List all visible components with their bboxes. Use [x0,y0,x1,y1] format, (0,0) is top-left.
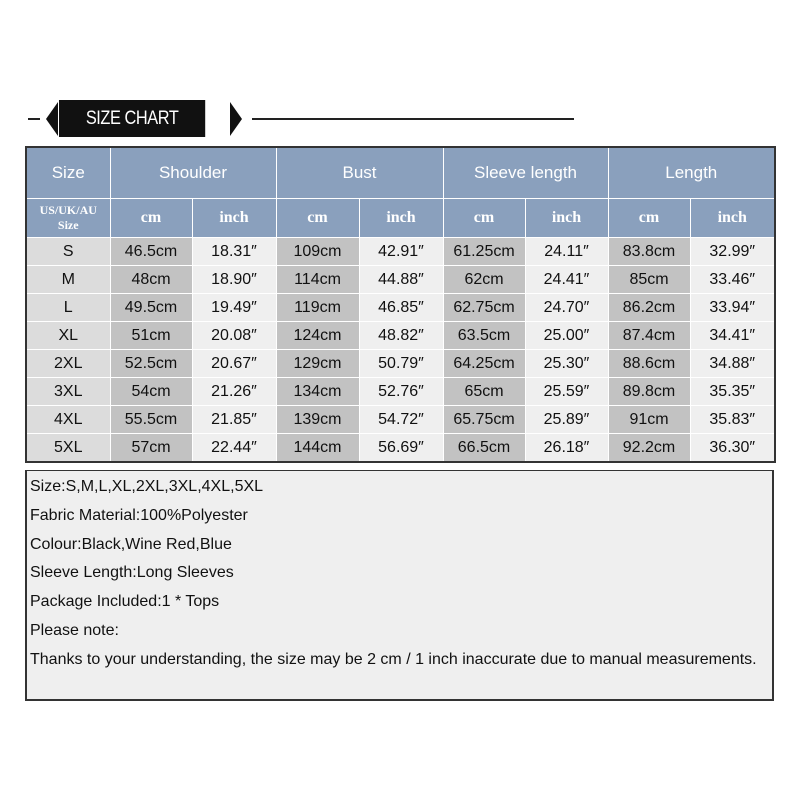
cell-sleeve-cm: 62cm [443,266,525,294]
header-dash [28,118,40,120]
cell-sleeve-cm: 65cm [443,378,525,406]
cell-sleeve-inch: 24.70″ [525,294,608,322]
cell-length-inch: 34.41″ [690,322,775,350]
unit-inch: inch [525,199,608,238]
cell-shoulder-cm: 54cm [110,378,192,406]
cell-shoulder-inch: 22.44″ [192,434,276,463]
cell-bust-cm: 114cm [276,266,359,294]
cell-size: L [26,294,110,322]
cell-bust-cm: 139cm [276,406,359,434]
size-chart-header [0,96,800,146]
cell-length-inch: 36.30″ [690,434,775,463]
group-header-row [26,147,775,199]
cell-shoulder-inch: 20.08″ [192,322,276,350]
cell-length-inch: 34.88″ [690,350,775,378]
cell-sleeve-inch: 24.41″ [525,266,608,294]
unit-inch: inch [192,199,276,238]
cell-length-inch: 32.99″ [690,238,775,266]
cell-size: 4XL [26,406,110,434]
unit-header-row [26,199,775,238]
unit-cm: cm [110,199,192,238]
cell-sleeve-inch: 24.11″ [525,238,608,266]
cell-sleeve-cm: 64.25cm [443,350,525,378]
cell-bust-inch: 56.69″ [359,434,443,463]
unit-inch: inch [359,199,443,238]
cell-bust-cm: 124cm [276,322,359,350]
table-row [26,238,775,266]
cell-shoulder-cm: 55.5cm [110,406,192,434]
size-rows [26,238,775,463]
cell-length-cm: 92.2cm [608,434,690,463]
size-table [25,146,776,463]
cell-length-inch: 35.35″ [690,378,775,406]
cell-shoulder-inch: 20.67″ [192,350,276,378]
cell-shoulder-inch: 19.49″ [192,294,276,322]
cell-shoulder-inch: 21.85″ [192,406,276,434]
cell-bust-inch: 50.79″ [359,350,443,378]
cell-size: S [26,238,110,266]
header-size: Size [26,147,110,199]
cell-shoulder-cm: 57cm [110,434,192,463]
header-sleeve-length: Sleeve length [443,147,608,199]
cell-length-cm: 88.6cm [608,350,690,378]
cell-size: 5XL [26,434,110,463]
header-ribbon [59,100,205,137]
cell-shoulder-cm: 48cm [110,266,192,294]
cell-sleeve-cm: 66.5cm [443,434,525,463]
cell-length-cm: 89.8cm [608,378,690,406]
cell-bust-inch: 44.88″ [359,266,443,294]
table-row [26,294,775,322]
table-row [26,378,775,406]
cell-length-cm: 86.2cm [608,294,690,322]
unit-inch: inch [690,199,775,238]
cell-length-cm: 87.4cm [608,322,690,350]
note-package: Package Included:1 * Tops [30,593,220,611]
table-row [26,266,775,294]
cell-sleeve-inch: 25.00″ [525,322,608,350]
note-disclaimer: Thanks to your understanding, the size may be 2 cm / 1 inch inaccurate due to manual measurements. [30,650,757,668]
cell-length-inch: 33.94″ [690,294,775,322]
unit-cm: cm [608,199,690,238]
cell-bust-cm: 129cm [276,350,359,378]
size-region-sublabel: Size [57,218,79,232]
cell-bust-cm: 134cm [276,378,359,406]
cell-bust-cm: 109cm [276,238,359,266]
cell-sleeve-inch: 25.59″ [525,378,608,406]
header-bust: Bust [276,147,443,199]
cell-sleeve-cm: 63.5cm [443,322,525,350]
cell-shoulder-cm: 52.5cm [110,350,192,378]
cell-shoulder-inch: 18.90″ [192,266,276,294]
note-please-note: Please note: [30,622,119,639]
cell-bust-inch: 52.76″ [359,378,443,406]
table-row [26,350,775,378]
cell-size: M [26,266,110,294]
cell-sleeve-inch: 25.89″ [525,406,608,434]
cell-bust-inch: 42.91″ [359,238,443,266]
note-fabric: Fabric Material:100%Polyester [30,506,248,524]
cell-size: XL [26,322,110,350]
cell-length-cm: 91cm [608,406,690,434]
note-colour: Colour:Black,Wine Red,Blue [30,535,232,553]
cell-shoulder-cm: 51cm [110,322,192,350]
table-row [26,322,775,350]
header-length: Length [608,147,775,199]
header-rule [252,118,574,120]
cell-shoulder-cm: 49.5cm [110,294,192,322]
cell-bust-cm: 119cm [276,294,359,322]
product-notes [25,470,774,701]
cell-length-cm: 83.8cm [608,238,690,266]
cell-bust-inch: 48.82″ [359,322,443,350]
cell-sleeve-cm: 65.75cm [443,406,525,434]
cell-length-inch: 35.83″ [690,406,775,434]
cell-length-cm: 85cm [608,266,690,294]
header-ribbon-left [46,102,58,136]
size-region-label: US/UK/AU [39,203,97,217]
cell-bust-cm: 144cm [276,434,359,463]
cell-shoulder-inch: 18.31″ [192,238,276,266]
cell-bust-inch: 46.85″ [359,294,443,322]
table-row [26,434,775,463]
cell-sleeve-cm: 61.25cm [443,238,525,266]
header-size-region [26,199,110,238]
cell-size: 2XL [26,350,110,378]
cell-shoulder-inch: 21.26″ [192,378,276,406]
cell-bust-inch: 54.72″ [359,406,443,434]
cell-size: 3XL [26,378,110,406]
note-sleeve: Sleeve Length:Long Sleeves [30,564,234,582]
cell-sleeve-inch: 25.30″ [525,350,608,378]
cell-sleeve-inch: 26.18″ [525,434,608,463]
note-sizes: Size:S,M,L,XL,2XL,3XL,4XL,5XL [30,478,264,495]
cell-length-inch: 33.46″ [690,266,775,294]
cell-sleeve-cm: 62.75cm [443,294,525,322]
unit-cm: cm [276,199,359,238]
header-shoulder: Shoulder [110,147,276,199]
table-row [26,406,775,434]
unit-cm: cm [443,199,525,238]
cell-shoulder-cm: 46.5cm [110,238,192,266]
header-ribbon-right [230,102,242,136]
header-title: SIZE CHART [85,107,179,129]
